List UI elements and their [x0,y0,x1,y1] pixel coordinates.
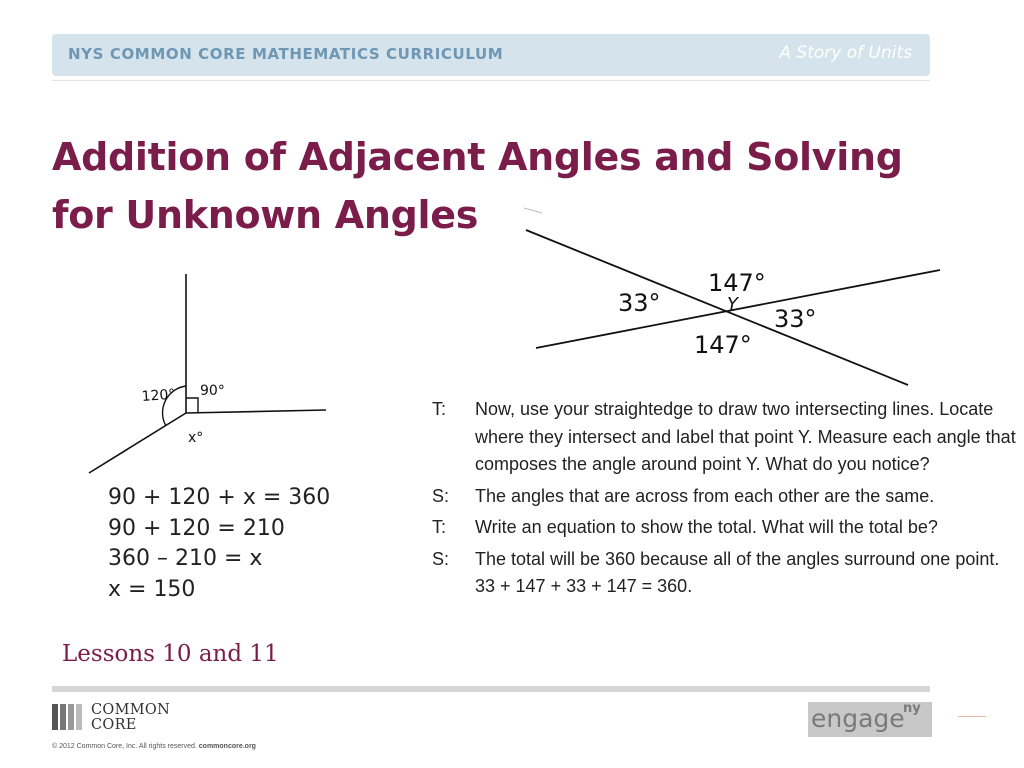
title-line-1: Addition of Adjacent Angles and Solving [52,135,903,179]
story-label: A Story of Units [779,43,912,63]
curriculum-label: NYS COMMON CORE MATHEMATICS CURRICULUM [68,45,504,63]
equation-line: 90 + 120 + x = 360 [108,485,331,510]
decorative-dash [958,716,986,717]
engage-logo-superscript: ny [903,701,921,716]
dialog-text: Write an equation to show the total. What will the total be? [475,517,938,537]
speaker-label: T: [432,399,447,419]
tick-mark [524,208,542,213]
logo-line-1: COMMON [91,702,171,718]
lessons-label: Lessons 10 and 11 [62,641,279,667]
logo-line-2: CORE [91,717,137,733]
equation-list [108,483,330,605]
copyright-text: © 2012 Common Core, Inc. All rights reserved. [52,743,199,750]
angle-label-right-33: 33° [774,305,817,333]
intersecting-lines-diagram [520,200,960,390]
footer-divider [52,686,930,692]
adjacent-angles-diagram [80,268,340,478]
engage-ny-logo [808,702,932,737]
line-1 [526,230,908,385]
copyright-site-link[interactable]: commoncore.org [198,743,256,750]
dialog-text: The total will be 360 because all of the angles surround one point. 33 + 147 + 33 + 147 = 360. [475,548,1000,596]
speaker-label: S: [432,548,450,569]
common-core-logo-text [91,703,170,733]
header-bar [52,34,930,76]
angle-label-x: x° [188,430,204,446]
dialog-row [432,514,1022,542]
intersection-point-label: Y [727,294,738,315]
speaker-label: S: [432,485,450,506]
dialog-block [432,396,1022,605]
header-divider [52,80,930,81]
engage-logo-text: engage [811,704,905,733]
common-core-logo-icon [52,704,86,730]
dialog-row [432,483,1022,511]
dialog-row [432,396,1022,479]
dialog-text: The angles that are across from each other are the same. [475,485,935,506]
angle-label-bottom-147: 147° [694,331,752,359]
equation-line: 360 – 210 = x [108,546,263,571]
right-angle-mark [186,398,198,413]
equation-line: x = 150 [108,576,196,602]
speaker-label: T: [432,517,447,537]
dialog-text: Now, use your straightedge to draw two intersecting lines. Locate where they intersect and label that point Y. Measure each angle that composes the angle around point Y. What do you notice? [475,399,1016,474]
copyright-notice [52,743,256,750]
title-line-2: for Unknown Angles [52,193,479,237]
angle-label-left-33: 33° [618,289,661,317]
dialog-row [432,546,1022,601]
angle-label-90: 90° [200,383,225,399]
ray-down-left [89,413,186,473]
angle-label-120: 120° [141,386,176,405]
equation-line: 90 + 120 = 210 [108,515,285,541]
angle-label-top-147: 147° [708,269,766,297]
ray-right [186,410,326,413]
